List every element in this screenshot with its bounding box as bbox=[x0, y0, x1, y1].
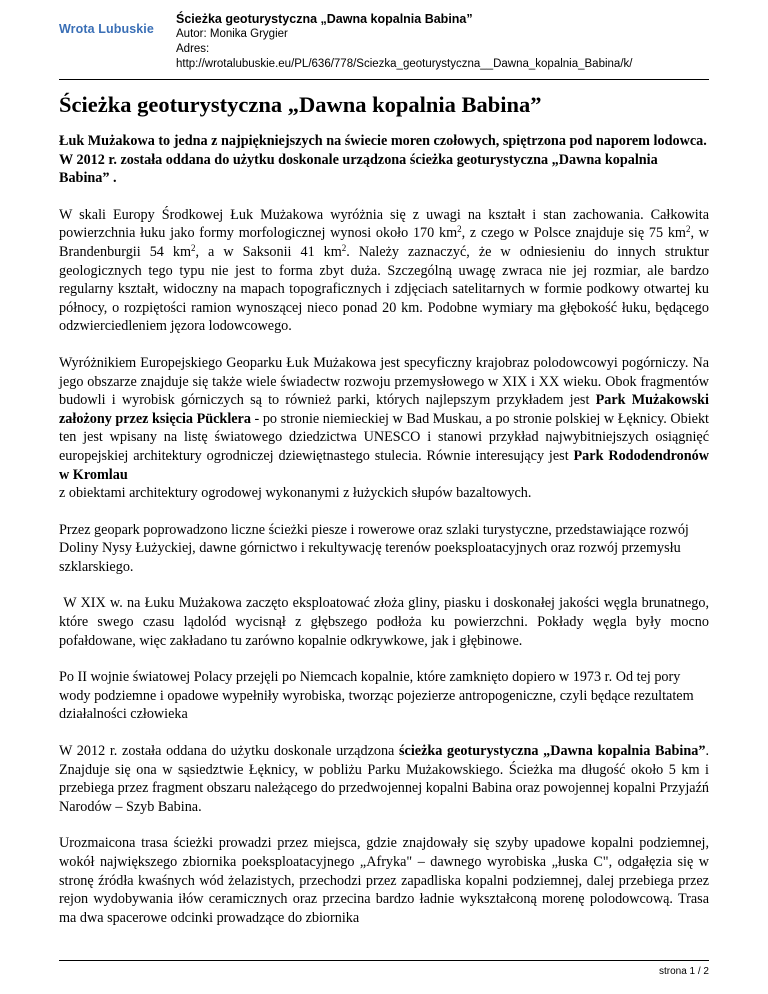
p2-text-b: - po stronie niemieckiej w Bad Muskau, a po stronie polskiej w Łęknicy. Obiekt ten jest wpisany na listę światowego dziedzictwa UNESCO i stanowi przykład najwybitniejszych osiągnięć europejskiej architektury ogrodniczej dziewiętnastego stulecia. Równie interesujący jest bbox=[59, 410, 709, 464]
site-logo: Wrota Lubuskie bbox=[59, 22, 154, 36]
p1-text-e: . Należy zaznaczyć, że w odniesieniu do innych struktur geologicznych tego typu nie jest to forma zbyt duża. Szczególną uwagę zwraca nie jej rozmiar, ale bardzo regularny kształt, widoczny na mapach topograficznych i zdjęciach satelitarnych w formie podkowy otwartej ku północy, o rozpiętości ramion wynoszącej nieco ponad 20 km. Podobne wymiary ma głębokość łuku, będącego odzwierciedleniem jęzora lodowcowego. bbox=[59, 243, 709, 335]
paragraph-3: Przez geopark poprowadzono liczne ścieżki piesze i rowerowe oraz szlaki turystyczne, przedstawiające rozwój Doliny Nysy Łużyckiej, dawne górnictwo i rekultywację terenów poeksploatacyjnych oraz rozwój przemysłu szklarskiego. bbox=[59, 521, 689, 575]
paragraph-1 bbox=[59, 206, 709, 336]
p2-bold-park-muzakowski: Park Mużakowski założony przez księcia Pücklera bbox=[59, 392, 709, 427]
p2-text-a: Wyróżnikiem Europejskiego Geoparku Łuk Mużakowa jest specyficzny krajobraz polodowcowyi pogórniczy. Na jego obszarze znajduje się także wiele świadectw rozwoju przemysłowego w XIX i XX wieku. Obok fragmentów budowli i wyrobisk górniczych są to również parki, których najlepszym przykładem jest bbox=[59, 354, 709, 409]
header-url[interactable]: http://wrotalubuskie.eu/PL/636/778/Sciezka_geoturystyczna__Dawna_kopalnia_Babina/k/ bbox=[176, 58, 633, 70]
p1-sup-4: 2 bbox=[341, 242, 347, 253]
p1-text-a: W skali Europy Środkowej Łuk Mużakowa wyróżnia się z uwagi na kształt i stan zachowania. Całkowita powierzchnia łuku jako formy morfologicznej wynosi około 170 km bbox=[59, 206, 709, 242]
article-lead: Łuk Mużakowa to jedna z najpiękniejszych na świecie moren czołowych, spiętrzona pod naporem lodowca. W 2012 r. została oddana do użytku doskonale urządzona ścieżka geoturystyczna „Dawna kopalnia Babina” . bbox=[59, 133, 707, 187]
p6-text-b: . Znajduje się ona w sąsiedztwie Łęknicy, w pobliżu Parku Mużakowskiego. Ścieżka ma długość około 5 km i przebiega przez fragment obszaru należącego do przedwojennej kopalni Babina oraz powojennej kopalni Przyjaźń Narodów – Szyb Babina. bbox=[59, 743, 709, 815]
p6-text-a: W 2012 r. została oddana do użytku doskonale urządzona bbox=[59, 743, 400, 760]
header-divider bbox=[59, 79, 709, 80]
header-info bbox=[176, 12, 632, 72]
p6-bold-sciezka: ścieżka geoturystyczna „Dawna kopalnia Babina” bbox=[399, 743, 706, 760]
p1-text-b: , z czego w Polsce znajduje się 75 km bbox=[461, 225, 686, 242]
document-header bbox=[59, 12, 709, 78]
p1-text-d: , a w Saksonii 41 km bbox=[195, 243, 342, 260]
p1-sup-1: 2 bbox=[457, 224, 462, 235]
p1-text-c: , w Brandenburgii 54 km bbox=[59, 225, 709, 260]
header-title: Ścieżka geoturystyczna „Dawna kopalnia Babina” bbox=[176, 12, 473, 26]
paragraph-5: Po II wojnie światowej Polacy przejęli po Niemcach kopalnie, które zamknięto dopiero w 1973 r. Od tej pory wody podziemne i opadowe wypełniły wyrobiska, tworząc pojezierze antropogeniczne, czyli będące rezultatem działalności człowieka bbox=[59, 669, 694, 723]
paragraph-4: W XIX w. na Łuku Mużakowa zaczęto eksploatować złoża gliny, piasku i doskonałej jakości węgla brunatnego, które swego czasu lądolód wycisnął z głębszego podłoża ku powierzchni. Pokłady węgla były mocno pofałdowane, więc zakładano tu zarówno kopalnie odkrywkowe, jak i głębinowe. bbox=[59, 595, 713, 649]
p1-sup-3: 2 bbox=[191, 242, 196, 253]
paragraph-2 bbox=[59, 354, 709, 503]
page-number: strona 1 / 2 bbox=[658, 966, 709, 977]
footer-divider bbox=[59, 960, 709, 961]
header-author: Autor: Monika Grygier bbox=[176, 28, 288, 40]
paragraph-6 bbox=[59, 742, 709, 816]
p1-sup-2: 2 bbox=[685, 224, 691, 235]
article-title: Ścieżka geoturystyczna „Dawna kopalnia Babina” bbox=[59, 92, 542, 117]
p2-bold-park-rododendronow: Park Rododendronów w Kromlau bbox=[59, 447, 709, 483]
paragraph-7: Urozmaicona trasa ścieżki prowadzi przez miejsca, gdzie znajdowały się szyby upadowe kopalni podziemnej, wokół największego zbiornika poeksploatacyjnego „Afryka" – dawnego wyrobiska „łuska C", odgałęzia się w stronę źródła kwaśnych wód żelazistych, przechodzi przez zapadliska kopalni podziemnej, dalej przebiega przez rejon wydobywania iłów ceramicznych oraz przecina bardzo ładnie wykształconą morenę polodowcową. Trasa ma dwa spacerowe odcinki prowadzące do zbiornika bbox=[59, 835, 709, 926]
article-body bbox=[59, 92, 713, 945]
header-address-label: Adres: bbox=[176, 43, 210, 55]
p2-text-c: z obiektami architektury ogrodowej wykonanymi z łużyckich słupów bazaltowych. bbox=[59, 485, 532, 502]
